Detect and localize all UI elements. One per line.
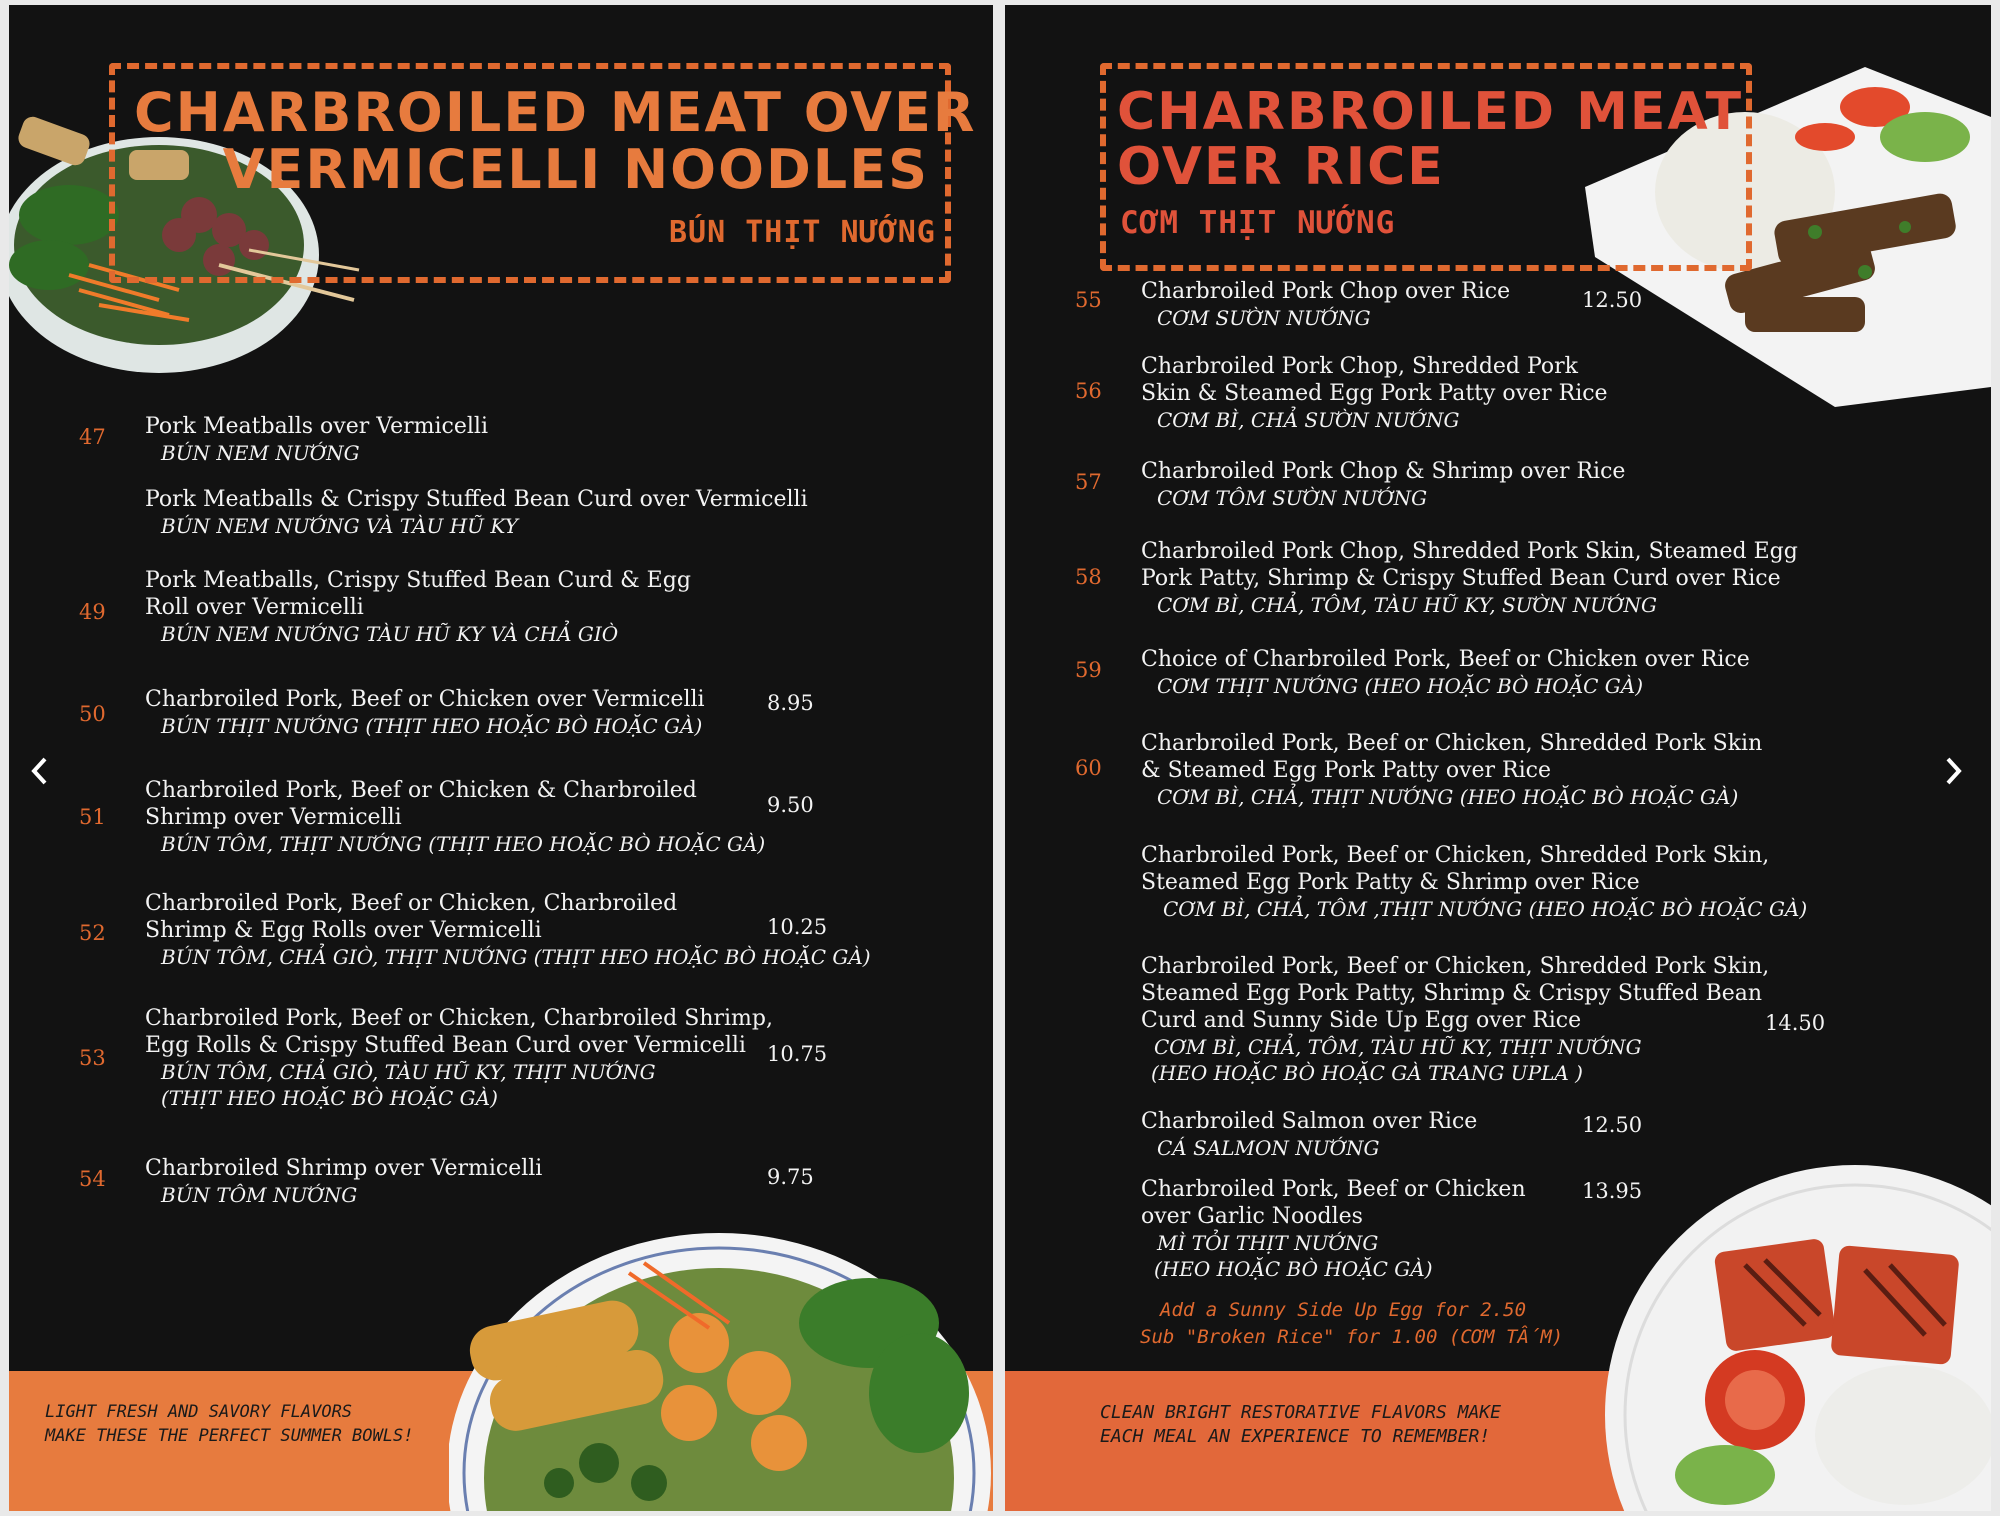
item-name bbox=[145, 1155, 542, 1182]
item-name-line: Charbroiled Pork Chop & Shrimp over Rice bbox=[1141, 459, 1626, 484]
left-menu-page bbox=[9, 5, 993, 1511]
item-number: 54 bbox=[79, 1167, 106, 1191]
item-name-line: Charbroiled Salmon over Rice bbox=[1141, 1109, 1478, 1134]
tagline bbox=[1100, 1401, 1501, 1449]
item-name bbox=[1141, 353, 1608, 407]
item-number: 60 bbox=[1075, 756, 1102, 780]
item-name-line: Charbroiled Pork, Beef or Chicken, Shredded Pork Skin, bbox=[1141, 843, 1770, 868]
salmon-plate-image bbox=[1605, 1165, 1991, 1511]
item-vietnamese-name bbox=[1157, 592, 1657, 618]
item-name-line: Curd and Sunny Side Up Egg over Rice bbox=[1141, 1008, 1582, 1033]
item-vietnamese-name bbox=[161, 713, 702, 739]
title-line-1: CHARBROILED MEAT OVER bbox=[134, 81, 977, 144]
item-name-line: Charbroiled Pork Chop over Rice bbox=[1141, 279, 1511, 304]
item-vietnamese-name bbox=[1157, 784, 1738, 810]
title-line-2: OVER RICE bbox=[1117, 136, 1445, 197]
item-vietnamese-name bbox=[1157, 673, 1643, 699]
item-name-line: Pork Patty, Shrimp & Crispy Stuffed Bean Curd over Rice bbox=[1141, 566, 1781, 591]
item-vietnamese-name bbox=[1157, 407, 1459, 433]
item-name-line: Charbroiled Pork, Beef or Chicken, Charbroiled Shrimp, bbox=[145, 1006, 773, 1031]
item-vietnamese-line: BÚN NEM NƯỚNG VÀ TÀU HŨ KY bbox=[161, 514, 518, 538]
tagline-line-1: CLEAN BRIGHT RESTORATIVE FLAVORS MAKE bbox=[1100, 1402, 1501, 1423]
item-vietnamese-line: BÚN TÔM, CHẢ GIÒ, TÀU HŨ KY, THỊT NƯỚNG bbox=[161, 1060, 656, 1084]
page-title bbox=[1117, 82, 1744, 197]
item-number: 49 bbox=[79, 600, 106, 624]
item-vietnamese-line: CƠM BÌ, CHẢ, TÔM ,THỊT NƯỚNG (HEO HOẶC BÒ HOẶC GÀ) bbox=[1163, 897, 1808, 921]
item-name bbox=[1141, 1108, 1477, 1135]
item-price: 9.75 bbox=[767, 1165, 814, 1189]
item-name-line: Charbroiled Pork, Beef or Chicken, Charbroiled bbox=[145, 891, 678, 916]
item-name bbox=[145, 486, 808, 513]
item-name-line: Shrimp & Egg Rolls over Vermicelli bbox=[145, 918, 542, 943]
item-vietnamese-name bbox=[1157, 1135, 1380, 1161]
page-subtitle: CƠM THỊT NƯỚNG bbox=[1120, 205, 1396, 241]
item-number: 52 bbox=[79, 921, 106, 945]
item-vietnamese-name bbox=[161, 831, 765, 857]
item-name-line: Charbroiled Pork, Beef or Chicken bbox=[1141, 1177, 1526, 1202]
item-number: 58 bbox=[1075, 565, 1102, 589]
item-price: 12.50 bbox=[1582, 1113, 1643, 1137]
item-number: 56 bbox=[1075, 379, 1102, 403]
item-vietnamese-line: MÌ TỎI THỊT NƯỚNG bbox=[1157, 1231, 1379, 1255]
item-vietnamese-name bbox=[1154, 1230, 1433, 1282]
item-name bbox=[1141, 538, 1798, 592]
item-name-line: Pork Meatballs over Vermicelli bbox=[145, 414, 489, 439]
item-name bbox=[145, 890, 677, 944]
item-vietnamese-line: CƠM SƯỜN NƯỚNG bbox=[1157, 306, 1371, 330]
item-vietnamese-name bbox=[161, 1059, 656, 1111]
item-name-line: Roll over Vermicelli bbox=[145, 595, 364, 620]
item-name-line: Choice of Charbroiled Pork, Beef or Chicken over Rice bbox=[1141, 647, 1750, 672]
addon-broken-rice: Sub "Broken Rice" for 1.00 (CƠM TẤM) bbox=[1140, 1326, 1564, 1348]
right-menu-page bbox=[1005, 5, 1991, 1511]
item-vietnamese-name bbox=[1157, 485, 1427, 511]
item-price: 10.25 bbox=[767, 915, 828, 939]
item-name-line: Pork Meatballs, Crispy Stuffed Bean Curd & Egg bbox=[145, 568, 691, 593]
item-vietnamese-name bbox=[161, 513, 518, 539]
item-name bbox=[145, 777, 697, 831]
tagline-line-2: EACH MEAL AN EXPERIENCE TO REMEMBER! bbox=[1100, 1426, 1491, 1447]
item-vietnamese-name bbox=[161, 1182, 357, 1208]
item-vietnamese-line: BÚN TÔM, THỊT NƯỚNG (THỊT HEO HOẶC BÒ HOẶC GÀ) bbox=[161, 832, 766, 856]
item-vietnamese-line: CƠM BÌ, CHẢ, TÔM, TÀU HŨ KY, SƯỜN NƯỚNG bbox=[1157, 593, 1658, 617]
item-name bbox=[145, 567, 691, 621]
item-vietnamese-name bbox=[1163, 896, 1807, 922]
item-price: 10.75 bbox=[767, 1042, 828, 1066]
item-name-line: Charbroiled Shrimp over Vermicelli bbox=[145, 1156, 543, 1181]
next-page-button[interactable] bbox=[1933, 751, 1973, 791]
prev-page-button[interactable] bbox=[20, 751, 60, 791]
item-name-line: Egg Rolls & Crispy Stuffed Bean Curd over Vermicelli bbox=[145, 1033, 746, 1058]
item-name-line: Charbroiled Pork, Beef or Chicken & Charbroiled bbox=[145, 778, 697, 803]
item-vietnamese-line: CƠM THỊT NƯỚNG (HEO HOẶC BÒ HOẶC GÀ) bbox=[1157, 674, 1644, 698]
item-name-line: Steamed Egg Pork Patty, Shrimp & Crispy Stuffed Bean bbox=[1141, 981, 1763, 1006]
page-title bbox=[134, 81, 977, 201]
item-name bbox=[1141, 953, 1769, 1034]
item-number: 50 bbox=[79, 702, 106, 726]
item-price: 12.50 bbox=[1582, 288, 1643, 312]
item-vietnamese-line: BÚN THỊT NƯỚNG (THỊT HEO HOẶC BÒ HOẶC GÀ) bbox=[161, 714, 703, 738]
item-name-line: Steamed Egg Pork Patty & Shrimp over Rice bbox=[1141, 870, 1640, 895]
item-price: 9.50 bbox=[767, 793, 814, 817]
item-name-line: Charbroiled Pork Chop, Shredded Pork bbox=[1141, 354, 1579, 379]
item-vietnamese-line: CƠM TÔM SƯỜN NƯỚNG bbox=[1157, 486, 1428, 510]
item-name-line: & Steamed Egg Pork Patty over Rice bbox=[1141, 758, 1551, 783]
item-name bbox=[145, 1005, 773, 1059]
item-name-line: Skin & Steamed Egg Pork Patty over Rice bbox=[1141, 381, 1608, 406]
item-vietnamese-line: BÚN TÔM NƯỚNG bbox=[161, 1183, 358, 1207]
item-number: 53 bbox=[79, 1046, 106, 1070]
item-name bbox=[1141, 458, 1625, 485]
item-vietnamese-line: (HEO HOẶC BÒ HOẶC GÀ) bbox=[1154, 1257, 1433, 1281]
item-name-line: Pork Meatballs & Crispy Stuffed Bean Curd over Vermicelli bbox=[145, 487, 808, 512]
item-price: 14.50 bbox=[1765, 1011, 1826, 1035]
item-number: 47 bbox=[79, 425, 106, 449]
item-name bbox=[145, 413, 488, 440]
page-subtitle: BÚN THỊT NƯỚNG bbox=[669, 215, 936, 250]
item-price: 8.95 bbox=[767, 691, 814, 715]
vermicelli-shrimp-bowl-image bbox=[449, 1233, 993, 1511]
tagline-line-2: MAKE THESE THE PERFECT SUMMER BOWLS! bbox=[45, 1426, 414, 1446]
item-name bbox=[145, 686, 705, 713]
item-vietnamese-name bbox=[161, 944, 871, 970]
item-vietnamese-line: BÚN NEM NƯỚNG bbox=[161, 441, 360, 465]
item-name bbox=[1141, 730, 1762, 784]
item-name-line: Charbroiled Pork Chop, Shredded Pork Skin, Steamed Egg bbox=[1141, 539, 1798, 564]
item-vietnamese-line: (HEO HOẶC BÒ HOẶC GÀ TRANG UPLA ) bbox=[1151, 1061, 1583, 1085]
item-name-line: Charbroiled Pork, Beef or Chicken over Vermicelli bbox=[145, 687, 705, 712]
item-vietnamese-line: (THỊT HEO HOẶC BÒ HOẶC GÀ) bbox=[161, 1086, 498, 1110]
item-vietnamese-name bbox=[161, 621, 618, 647]
item-number: 57 bbox=[1075, 470, 1102, 494]
item-vietnamese-name bbox=[1157, 305, 1371, 331]
item-number: 59 bbox=[1075, 658, 1102, 682]
item-vietnamese-name bbox=[161, 440, 360, 466]
title-line-2: VERMICELLI NOODLES bbox=[222, 137, 929, 201]
tagline-line-1: LIGHT FRESH AND SAVORY FLAVORS bbox=[45, 1402, 353, 1422]
item-name bbox=[1141, 646, 1750, 673]
title-line-1: CHARBROILED MEAT bbox=[1117, 82, 1744, 142]
item-vietnamese-line: CƠM BÌ, CHẢ, THỊT NƯỚNG (HEO HOẶC BÒ HOẶC GÀ) bbox=[1157, 785, 1739, 809]
item-name-line: Charbroiled Pork, Beef or Chicken, Shredded Pork Skin bbox=[1141, 731, 1763, 756]
addon-egg: Add a Sunny Side Up Egg for 2.50 bbox=[1160, 1299, 1527, 1321]
item-vietnamese-name bbox=[1151, 1034, 1642, 1086]
item-vietnamese-line: BÚN TÔM, CHẢ GIÒ, THỊT NƯỚNG (THỊT HEO HOẶC BÒ HOẶC GÀ) bbox=[161, 945, 871, 969]
item-vietnamese-line: CƠM BÌ, CHẢ, TÔM, TÀU HŨ KY, THỊT NƯỚNG bbox=[1154, 1035, 1642, 1059]
item-name-line: Charbroiled Pork, Beef or Chicken, Shredded Pork Skin, bbox=[1141, 954, 1770, 979]
item-vietnamese-line: CÁ SALMON NƯỚNG bbox=[1157, 1136, 1380, 1160]
chevron-right-icon bbox=[1942, 756, 1964, 786]
item-name bbox=[1141, 1176, 1526, 1230]
item-vietnamese-line: CƠM BÌ, CHẢ SƯỜN NƯỚNG bbox=[1157, 408, 1460, 432]
item-number: 51 bbox=[79, 805, 106, 829]
tagline bbox=[45, 1400, 413, 1448]
item-number: 55 bbox=[1075, 288, 1102, 312]
item-price: 13.95 bbox=[1582, 1179, 1643, 1203]
item-name-line: over Garlic Noodles bbox=[1141, 1204, 1363, 1229]
item-name-line: Shrimp over Vermicelli bbox=[145, 805, 402, 830]
chevron-left-icon bbox=[29, 756, 51, 786]
item-name bbox=[1141, 842, 1769, 896]
item-vietnamese-line: BÚN NEM NƯỚNG TÀU HŨ KY VÀ CHẢ GIÒ bbox=[161, 622, 619, 646]
item-name bbox=[1141, 278, 1510, 305]
